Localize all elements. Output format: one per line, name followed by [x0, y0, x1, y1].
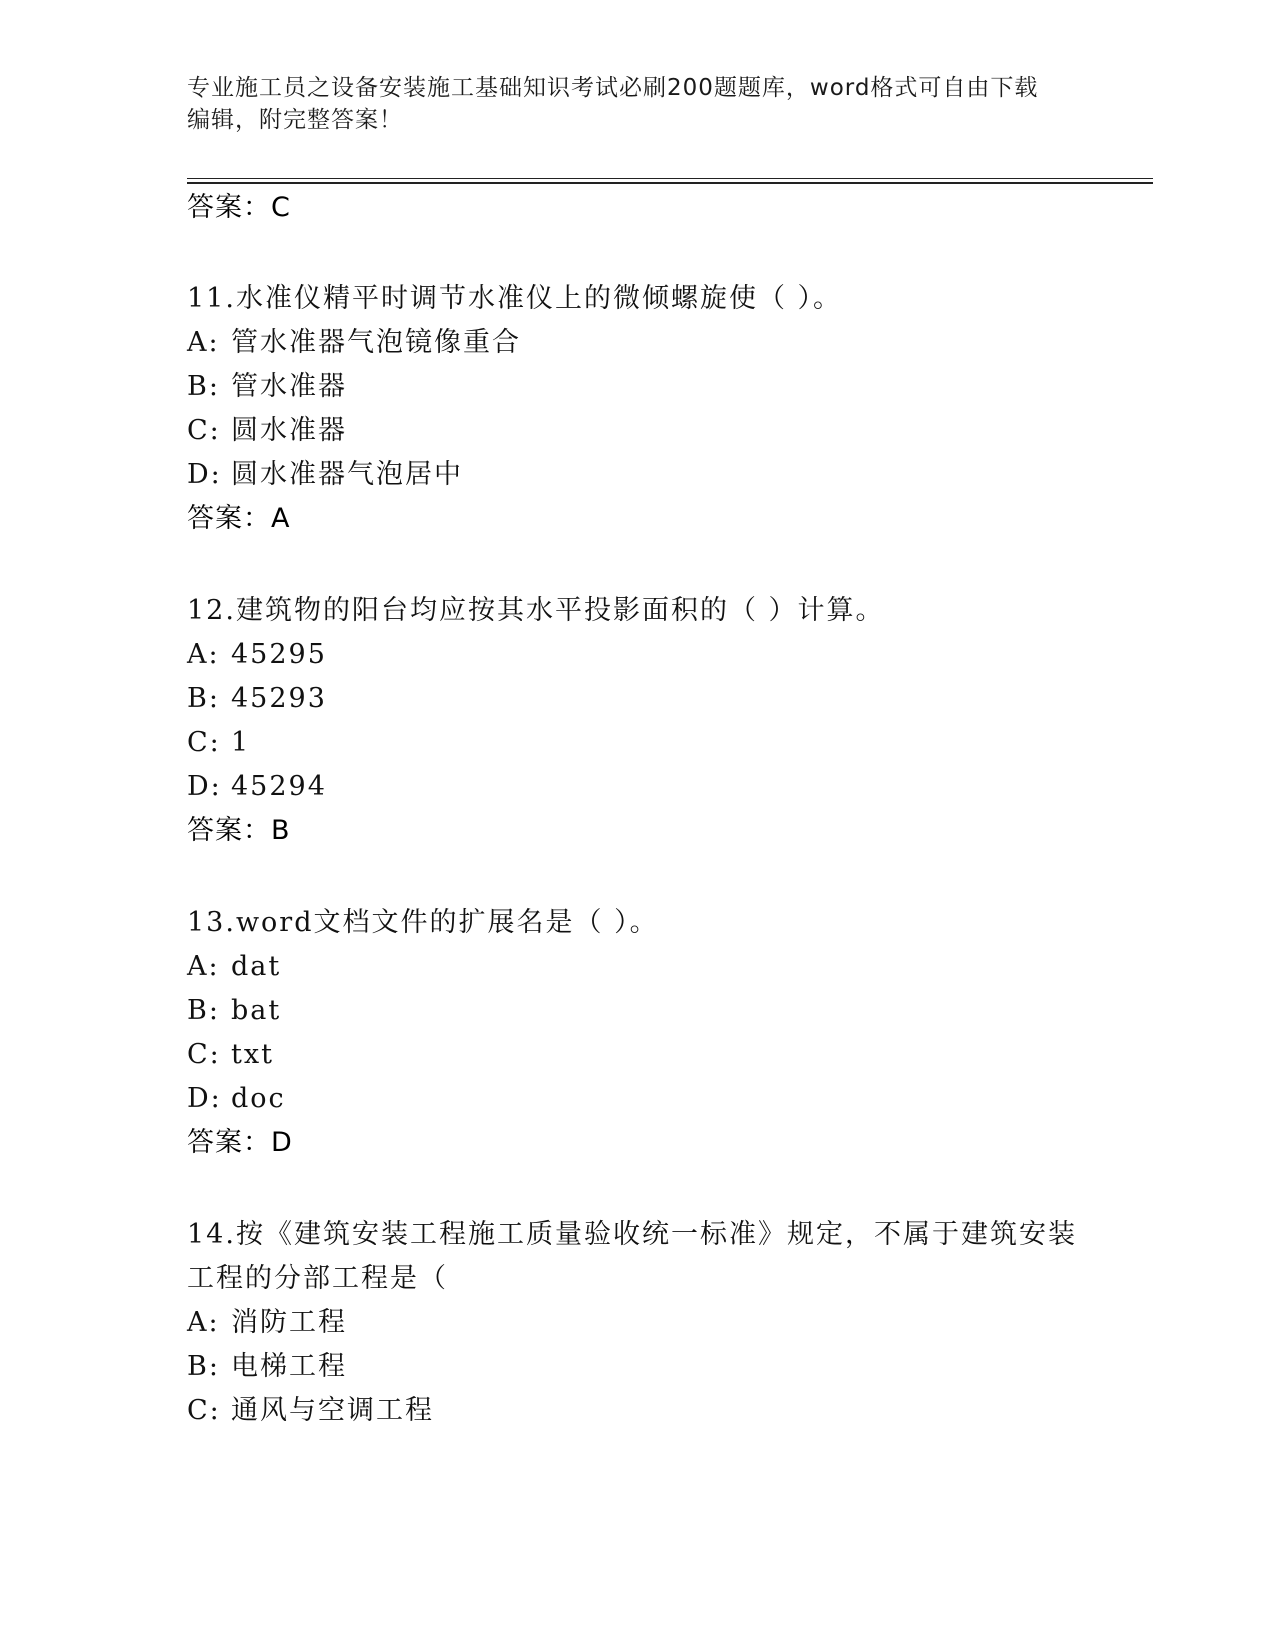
option-letter: A: — [187, 1307, 220, 1338]
answer-11: 答案：A — [187, 503, 291, 534]
option-letter: C: — [187, 1039, 221, 1070]
header-divider-thick — [187, 182, 1153, 184]
option-text: 45293 — [231, 683, 327, 714]
option-letter: C: — [187, 415, 221, 446]
answer-12: 答案：B — [187, 815, 291, 846]
option-letter: D: — [187, 459, 222, 490]
option-letter: C: — [187, 1395, 221, 1426]
header-divider-thin — [187, 178, 1153, 179]
question-13-title: 13.word文档文件的扩展名是（ ）。 — [187, 907, 659, 938]
option-row — [187, 371, 347, 403]
header-line-2: 编辑，附完整答案！ — [187, 107, 403, 133]
question-11-title: 11.水准仪精平时调节水准仪上的微倾螺旋使（ ）。 — [187, 283, 843, 314]
option-letter: D: — [187, 771, 222, 802]
option-text: 电梯工程 — [231, 1351, 347, 1382]
option-row — [187, 771, 327, 803]
document-header — [187, 72, 1067, 136]
option-row — [187, 1351, 347, 1383]
question-14-title-line-1: 14.按《建筑安装工程施工质量验收统一标准》规定，不属于建筑安装 — [187, 1219, 1077, 1250]
option-letter: A: — [187, 951, 220, 982]
option-row — [187, 727, 250, 759]
option-text: 45295 — [231, 639, 327, 670]
option-row — [187, 327, 521, 359]
option-text: 消防工程 — [231, 1307, 347, 1338]
option-letter: A: — [187, 327, 220, 358]
option-letter: D: — [187, 1083, 222, 1114]
option-text: bat — [231, 995, 282, 1026]
option-letter: B: — [187, 995, 220, 1026]
option-row — [187, 415, 347, 447]
option-row — [187, 951, 281, 983]
option-text: 45294 — [231, 771, 327, 802]
option-text: txt — [231, 1039, 274, 1070]
question-12-title: 12.建筑物的阳台均应按其水平投影面积的（ ）计算。 — [187, 595, 885, 626]
question-14-title-line-2: 工程的分部工程是（ — [187, 1263, 448, 1294]
option-letter: B: — [187, 1351, 220, 1382]
answer-previous: 答案：C — [187, 192, 291, 223]
option-text: dat — [231, 951, 282, 982]
option-text: 管水准器 — [231, 371, 347, 402]
option-text: 圆水准器 — [231, 415, 347, 446]
option-text: 管水准器气泡镜像重合 — [231, 327, 521, 358]
option-row — [187, 1307, 347, 1339]
option-letter: A: — [187, 639, 220, 670]
option-row — [187, 683, 327, 715]
option-row — [187, 1083, 286, 1115]
option-letter: B: — [187, 371, 220, 402]
option-row — [187, 995, 281, 1027]
option-text: 1 — [231, 727, 251, 758]
option-row — [187, 1395, 434, 1427]
answer-13: 答案：D — [187, 1127, 293, 1158]
option-row — [187, 1039, 274, 1071]
option-row — [187, 639, 327, 671]
header-line-1: 专业施工员之设备安装施工基础知识考试必刷200题题库，word格式可自由下载 — [187, 75, 1039, 101]
option-letter: B: — [187, 683, 220, 714]
option-text: 通风与空调工程 — [231, 1395, 434, 1426]
option-text: doc — [231, 1083, 286, 1114]
option-text: 圆水准器气泡居中 — [231, 459, 463, 490]
option-letter: C: — [187, 727, 221, 758]
option-row — [187, 459, 463, 491]
